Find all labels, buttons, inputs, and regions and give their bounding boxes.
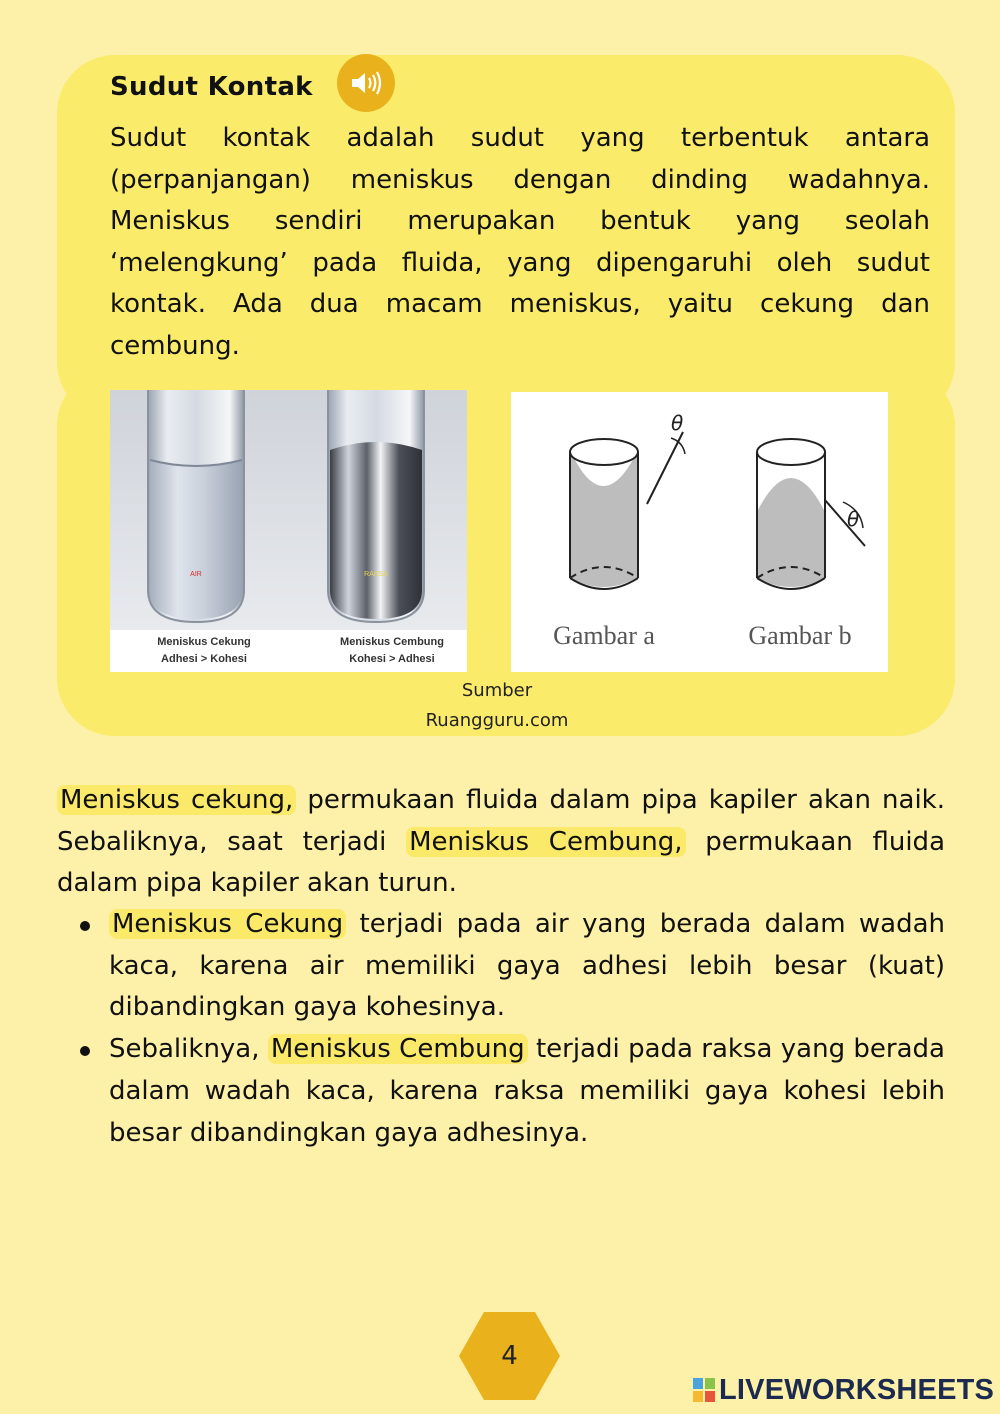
explanation-paragraph <box>57 780 945 905</box>
photo-caption-right-2: Kohesi > Adhesi <box>349 653 435 665</box>
photo-caption-left-2: Adhesi > Kohesi <box>161 653 247 665</box>
highlight-cembung: Meniskus Cembung <box>268 1034 528 1064</box>
section-heading: Sudut Kontak <box>110 72 313 102</box>
highlight-cekung: Meniskus Cekung <box>109 909 346 939</box>
audio-play-button[interactable] <box>337 54 395 112</box>
theta-label-b: θ <box>847 507 860 531</box>
paragraph-text-1: permukaan fluida dalam pipa kapiler akan naik. Sebaliknya, saat terjadi <box>57 785 945 857</box>
diagram-label-b: Gambar b <box>748 621 852 650</box>
paragraph-text-2: permukaan fluida dalam pipa kapiler akan turun. <box>57 826 945 899</box>
bullet-prefix: Sebaliknya, <box>109 1034 268 1065</box>
highlight-meniskus-cekung: Meniskus cekung, <box>57 785 296 815</box>
tube-label-air: AIR <box>190 571 202 578</box>
bullet-dot <box>80 1046 90 1056</box>
bullet-text: terjadi pada raksa yang berada dalam wadah kaca, karena raksa memiliki gaya kohesi lebih besar dibandingkan gaya adhesinya. <box>109 1034 945 1148</box>
image-source <box>397 676 597 736</box>
brand-name: LIVEWORKSHEETS <box>719 1373 995 1406</box>
brand-footer <box>693 1373 994 1407</box>
bullet-item-cekung <box>76 904 945 1029</box>
diagram-label-a: Gambar a <box>553 621 655 650</box>
source-name: Ruangguru.com <box>425 710 569 731</box>
speaker-icon <box>349 69 383 97</box>
theta-label-a: θ <box>671 411 684 435</box>
photo-caption-left-1: Meniskus Cekung <box>157 636 251 648</box>
intro-text: Sudut kontak adalah sudut yang terbentuk antara (perpanjangan) meniskus dengan dinding wadahnya. Meniskus sendiri merupakan bentuk yang seolah ‘melengkung’ pada fluida, yang dipengaruhi oleh sudut kontak. Ada dua macam meniskus, yaitu cekung dan cembung. <box>110 123 930 361</box>
highlight-meniskus-cembung: Meniskus Cembung, <box>406 827 685 857</box>
liveworksheets-logo-icon <box>693 1378 715 1402</box>
source-label: Sumber <box>461 680 533 701</box>
tube-label-raksa: RAKSA <box>364 571 388 578</box>
photo-caption-right-1: Meniskus Cembung <box>340 636 444 648</box>
bullet-item-cembung <box>76 1029 945 1154</box>
bullet-dot <box>80 921 90 931</box>
bullet-list <box>76 904 945 1154</box>
contact-angle-diagram <box>511 392 888 672</box>
page-number: 4 <box>501 1341 518 1371</box>
bullet-text: terjadi pada air yang berada dalam wadah kaca, karena air memiliki gaya adhesi lebih besar (kuat) dibandingkan gaya kohesinya. <box>109 909 946 1023</box>
meniscus-photo <box>110 390 467 672</box>
